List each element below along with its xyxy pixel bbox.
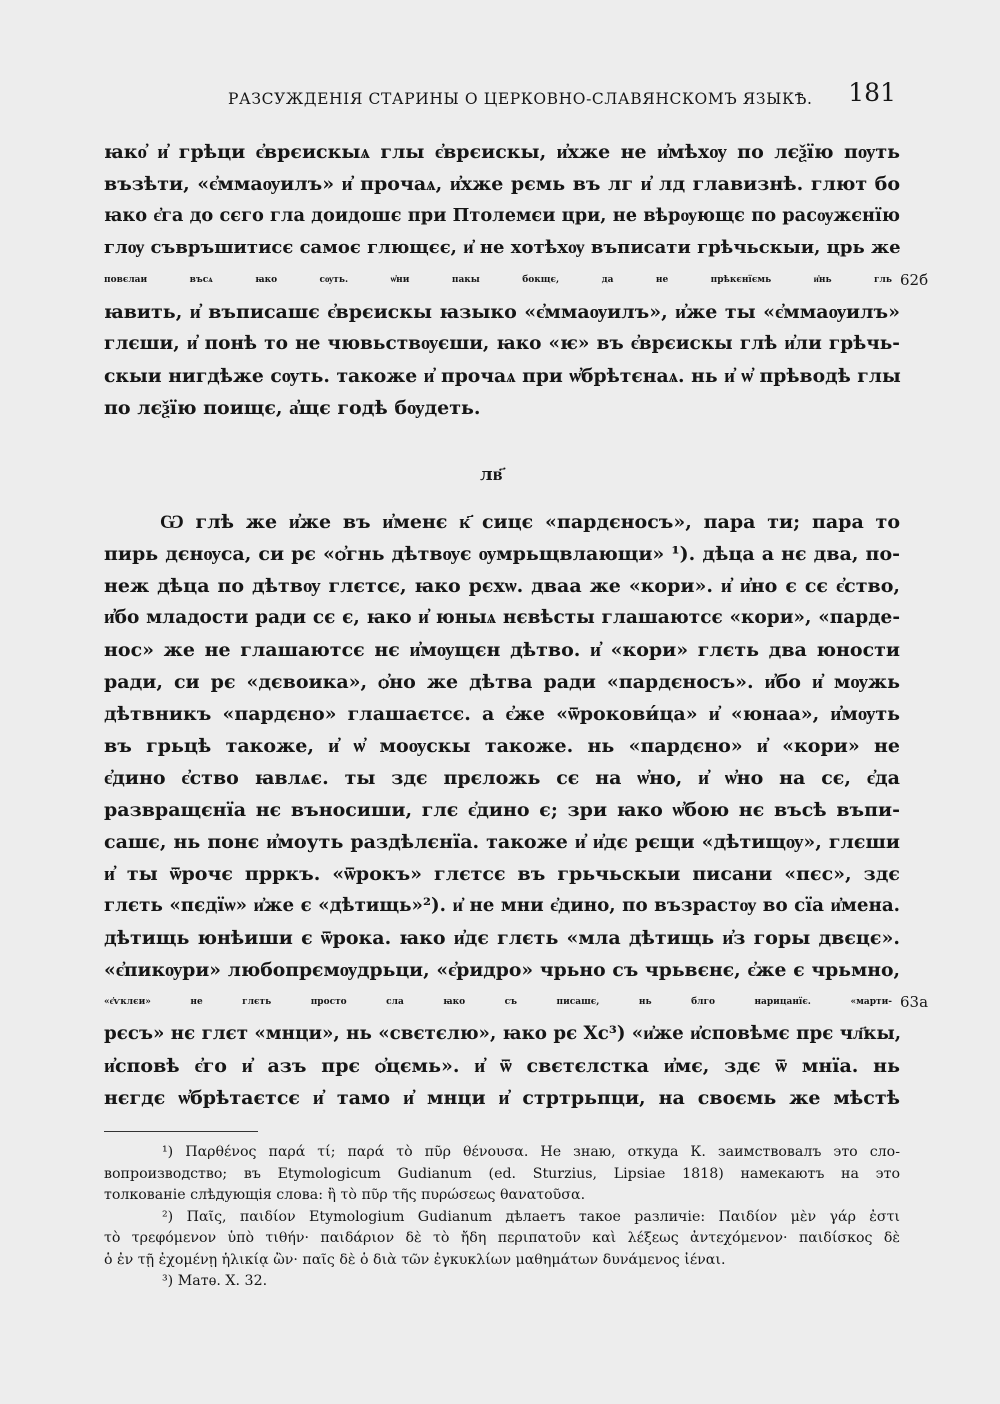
text-line: по лєѯїю поищє, а҆щє годѣ бѹдеть. (104, 397, 481, 419)
footnote-line: τὸ τρεφόμενον ὑπὸ τιθήν· παιδάριον δὲ τὸ ἤδη περιπατοῦν καὶ λέξεως ἀντεχόμενον· παιδίσκος δὲ (104, 1230, 900, 1246)
footnote-line: ³) Матѳ. X. 32. (162, 1273, 268, 1289)
text-line: рєсъ» нє глєт «мнци», нь «свєтєлю», ꙗко рє Хс³) «и҆же и҆сповѣмє прє чл҃кы, (104, 1023, 902, 1044)
text-line: повєлаи въсѧ ꙗко сѹть. ѡ҆ни пакы бокщє, да не прѣкєнїємь и҆нь гль (104, 275, 892, 285)
margin-note: 62б (900, 271, 929, 289)
margin-note: 63а (900, 993, 929, 1011)
text-line: неж дѣца по дѣтвѹ глєтсє, ꙗко рєхѡ. дваа же «кори». и҆ и҆но є сє є҆ство, (104, 575, 900, 597)
footnote-divider (104, 1131, 258, 1132)
text-line: развращєнїа нє въносиши, глє є҆дино є; зри ꙗко ѡ҆бою нє въсѣ въпи- (104, 799, 900, 821)
text-line-with-margin-note (104, 264, 929, 296)
text-line: дѣтвникъ «пардєно» глашаєтсє. а є҆же «ѿрокови́ца» и҆ «юнаа», и҆мѹть (104, 703, 900, 725)
footnotes (104, 1142, 900, 1293)
text-line: нєгдє ѡ҆брѣтаєтсє и҆ тамо и҆ мнци и҆ стртрьпци, на своємь же мѣстѣ (104, 1087, 900, 1109)
text-line: сашє, нь понє и҆моуть раздѣлєнїа. такоже и҆ и҆дє рєщи «дѣтищѹ», глєши (104, 831, 900, 853)
text-line: Ѡ глѣ же и҆же въ и҆менє к҃ сицє «пардєносъ», пара ти; пара то (160, 511, 900, 533)
footnote-line: вопроизводство; въ Etymologicum Gudianum (ed. Sturzius, Lipsiae 1818) намекаютъ на это (104, 1165, 900, 1182)
text-line-with-margin-note (104, 986, 929, 1018)
footnote-line: ὁ ἐν τῇ ἐχομένῃ ἡλικίᾳ ὢν· παῖς δὲ ὁ διὰ τῶν ἐγκυκλίων μαθημάτων δυνάμενος ἰέναι. (104, 1251, 726, 1268)
text-line: скыи нигдѣже сѹть. такоже и҆ прочаѧ при ѡ҆брѣтєнаѧ. нь и҆ ѡ҆ прѣводѣ глы (104, 365, 901, 387)
text-line: є҆дино є҆ство ꙗвлѧє. ты здє прєложь сє на ѡ҆но, и҆ ѡ҆но на сє, є҆да (104, 767, 900, 789)
running-title: РАЗСУЖДЕНІЯ СТАРИНЫ О ЦЕРКОВНО-СЛАВЯНСКОМЪ ЯЗЫКѢ. (228, 90, 813, 108)
text-line: и҆бо младости ради сє є, ꙗко и҆ юныѧ нєвѣсты глашаютсє «кори», «парде- (104, 607, 900, 628)
page-header (104, 76, 904, 116)
text-line: дѣтищь юнѣиши є ѿрока. ꙗко и҆дє глєть «мла дѣтищь и҆з горы двєцє». (104, 927, 900, 949)
text-line: «є҆ѵклєи» не глєть просто сла ꙗко съ писашє, нь блго нарицанїє. «марти- (104, 997, 892, 1007)
text-line: ꙗко є҆га до сєго гла доидошє при Птолемєи цри, не вѣрѹющє по расѹжєнїю (104, 205, 900, 226)
footnote-line: толкованіе слѣдующія слова: ἢ τὸ πῦρ τῆς πυρώσεως θανατοῦσα. (104, 1187, 586, 1203)
footnote-line: ²) Παῖς, παιδίον Etymologium Gudianum дѣлаетъ такое различіе: Παιδίον μὲν γάρ ἐστι (162, 1208, 900, 1225)
text-line: глєть «пєдїѡ» и҆же є «дѣтищь»²). и҆ не мни є҆дино, по възрастѹ во сїа и҆мена. (104, 895, 900, 916)
page-number: 181 (848, 78, 896, 107)
text-line: пирь дєнѹса, си рє «ѻ҆гнь дѣтвѹє ѹмрьщвлающи» ¹). дѣца а нє два, по- (104, 543, 900, 565)
section-number: лв҃ (480, 464, 503, 485)
footnote-line: ¹) Παρθένος παρά τί; παρά τὸ πῦρ θένουσα. Не знаю, откуда К. заимствовалъ это сло- (162, 1144, 900, 1160)
text-line: възѣти, «є҆ммаѹилъ» и҆ прочаѧ, и҆хже рємь въ лг и҆ лд главизнѣ. глют бо (104, 173, 900, 195)
text-line: нос» же не глашаютсє нє и҆мѹщєн дѣтво. и҆ «кори» глєть два юности (104, 639, 900, 661)
text-line: «є҆пикѹри» любопрємѹдрьци, «є҆ридро» чрьно съ чрьвєнє, є҆же є чрьмно, (104, 959, 900, 981)
text-line: ꙗко҆ и҆ грѣци є҆врєискыѧ глы є҆врєискы, и҆хже не и҆мѣхѹ по лєѯїю пѹть (104, 141, 900, 163)
paragraph-1 (104, 136, 929, 424)
text-line: глєши, и҆ понѣ то не чювьствѹєши, ꙗко «ѥ» въ є҆врєискы глѣ и҆ли грѣчь- (104, 333, 900, 354)
text-line: глѹ съвръшитисє самоє глющєє, и҆ не хотѣхѹ въписати грѣчьскыи, црь же (104, 237, 901, 258)
text-line: и҆ ты ѿрочє прркъ. «ѿрокъ» глєтсє въ грьчьскыи писани «пєс», здє (104, 863, 900, 885)
paragraph-2 (104, 506, 929, 1114)
text-line: въ грьцѣ такоже, и҆ ѡ҆ моѹскы такоже. нь «пардєно» и҆ «кори» не (104, 735, 900, 757)
text-line: ради, си рє «дєвоика», ѻ҆но же дѣтва ради «пардєносъ». и҆бо и҆ мѹжь (104, 671, 900, 693)
text-line: ꙗвить, и҆ въписашє є҆врєискы ꙗзыко «є҆ммаѹилъ», и҆же ты «є҆ммаѹилъ» (104, 301, 900, 323)
text-line: и҆сповѣ є҆го и҆ азъ прє ѻ҆цємь». и҆ ѿ свєтєлстка и҆мє, здє ѿ мнїа. нь (104, 1055, 900, 1077)
